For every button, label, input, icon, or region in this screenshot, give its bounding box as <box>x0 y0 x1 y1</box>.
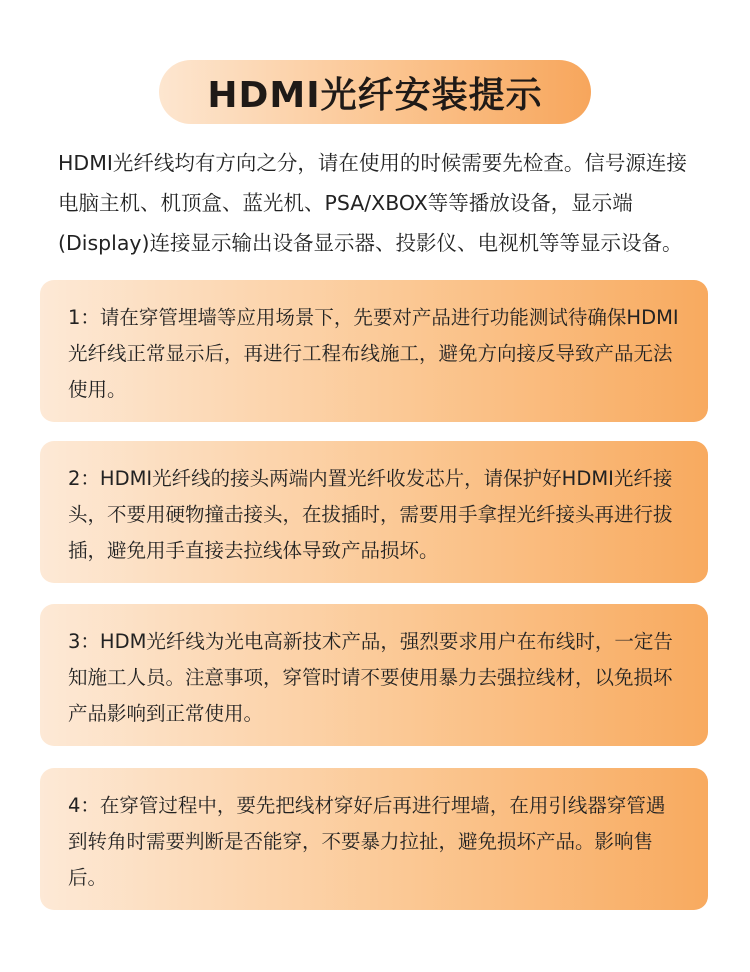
page-title: HDMI光纤安装提示 <box>207 74 543 116</box>
tip-card-3 <box>40 604 708 746</box>
tip-card-1 <box>40 280 708 422</box>
tip-card-4 <box>40 768 708 910</box>
intro-paragraph: HDMI光纤线均有方向之分，请在使用的时候需要先检查。信号源连接电脑主机、机顶盒、蓝光机、PSA/XBOX等等播放设备，显示端(Display)连接显示输出设备显示器、投影仪、电视机等等显示设备。 <box>58 151 687 255</box>
tip-text-4: 4：在穿管过程中，要先把线材穿好后再进行埋墙，在用引线器穿管遇到转角时需要判断是否能穿，不要暴力拉扯，避免损坏产品。影响售后。 <box>68 794 666 889</box>
title-pill <box>159 60 591 124</box>
tip-text-2: 2：HDMI光纤线的接头两端内置光纤收发芯片，请保护好HDMI光纤接头，不要用硬物撞击接头，在拔插时，需要用手拿捏光纤接头再进行拔插，避免用手直接去拉线体导致产品损坏。 <box>68 467 673 562</box>
title-banner <box>0 60 750 124</box>
tip-card-2 <box>40 441 708 583</box>
tip-text-3: 3：HDM光纤线为光电高新技术产品，强烈要求用户在布线时，一定告知施工人员。注意事项，穿管时请不要使用暴力去强拉线材，以免损坏产品影响到正常使用。 <box>68 630 673 725</box>
tip-text-1: 1：请在穿管埋墙等应用场景下，先要对产品进行功能测试待确保HDMI光纤线正常显示后，再进行工程布线施工，避免方向接反导致产品无法使用。 <box>68 306 679 401</box>
